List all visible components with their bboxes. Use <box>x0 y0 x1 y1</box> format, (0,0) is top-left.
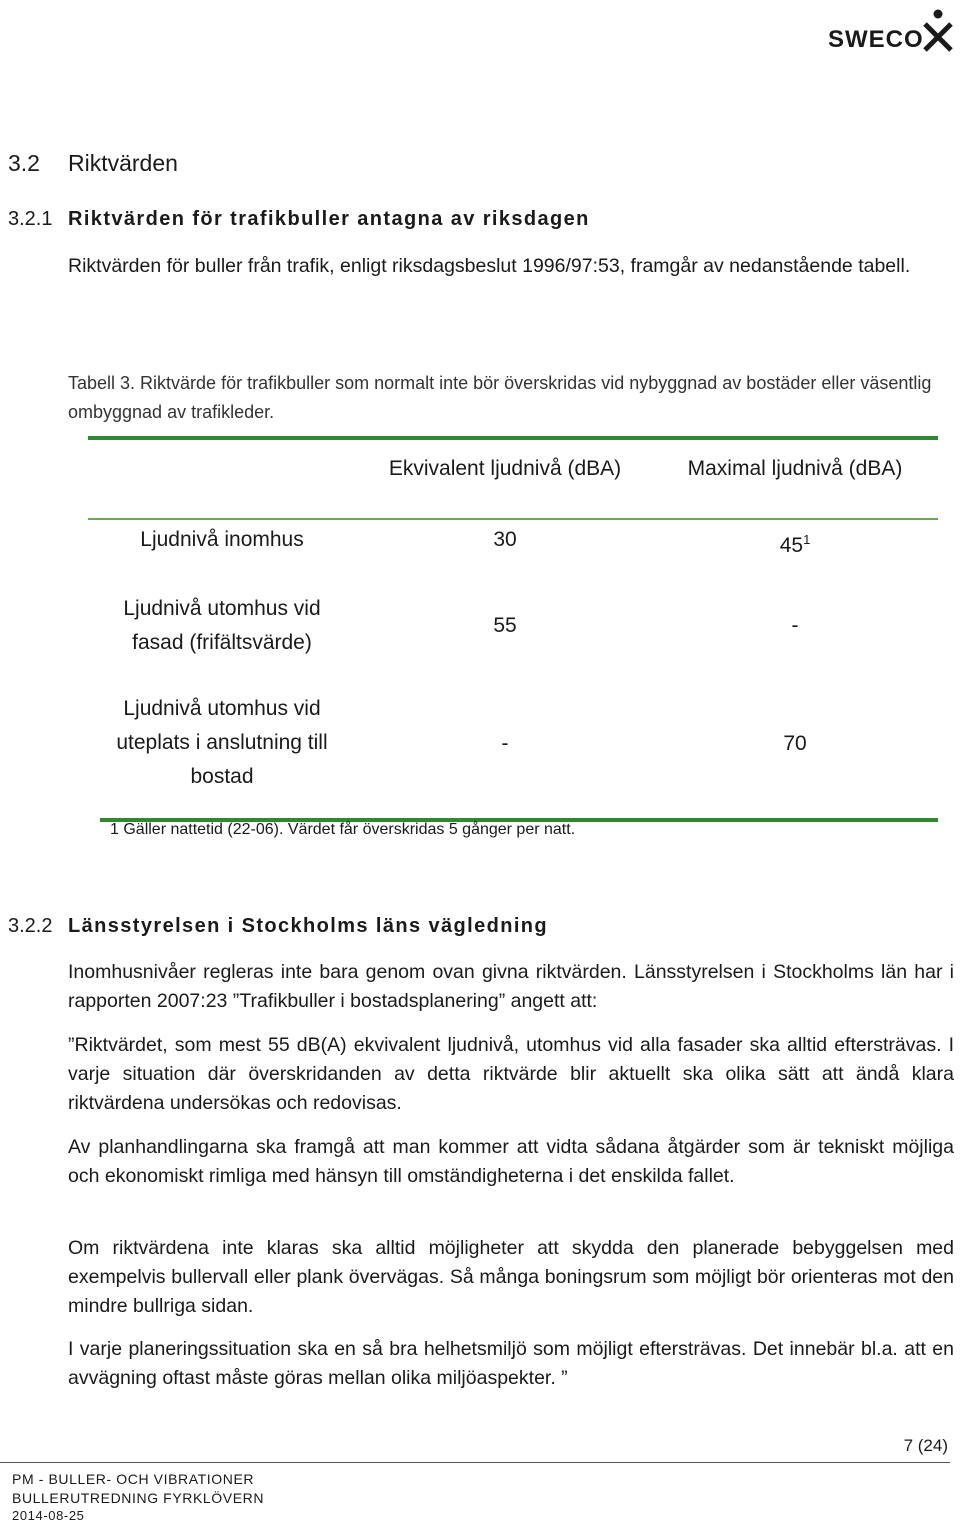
row-label-line: bostad <box>190 765 254 788</box>
subsection-1-text: Riktvärden för buller från trafik, enligt riksdagsbeslut 1996/97:53, framgår av nedanstående tabell. <box>68 255 911 277</box>
row-label-line: Ljudnivå utomhus vid <box>123 697 321 720</box>
cell-maximal: - <box>791 614 799 637</box>
footnote-marker: 1 <box>803 532 811 547</box>
footer-doc-type: PM - BULLER- OCH VIBRATIONER <box>12 1471 255 1487</box>
row-label-line: Ljudnivå inomhus <box>140 528 304 551</box>
subsection-heading-2 <box>8 915 548 938</box>
subsection-heading-1 <box>8 208 590 231</box>
cell-ekvivalent: 55 <box>493 614 517 637</box>
subsection-number-2: 3.2.2 <box>8 915 53 937</box>
section-heading <box>8 150 178 177</box>
quote-paragraph: ”Riktvärdet, som mest 55 dB(A) ekvivalent ljudnivå, utomhus vid alla fasader ska alltid eftersträvas. I varje situation där överskridanden av detta riktvärde blir aktuellt ska olika sätt att ändå klara riktvärdena undersökas och redovisas. <box>68 1034 954 1114</box>
cell-maximal <box>650 523 940 563</box>
table-row-label <box>88 523 356 557</box>
section-title: Riktvärden <box>68 150 178 176</box>
subsection-title-1: Riktvärden för trafikbuller antagna av riksdagen <box>68 208 590 230</box>
table-row-label <box>88 592 356 660</box>
table-footnote: 1 Gäller nattetid (22-06). Värdet får överskridas 5 gånger per natt. <box>110 821 576 838</box>
table-caption: Tabell 3. Riktvärde för trafikbuller som normalt inte bör överskridas vid nybyggnad av bostäder eller väsentlig ombyggnad av trafikleder. <box>68 373 932 422</box>
sweco-logo <box>806 8 956 54</box>
logo-text: SWECO <box>828 26 924 53</box>
paragraph-3: Om riktvärdena inte klaras ska alltid möjligheter att skydda den planerade bebyggelsen med exempelvis bullervall eller plank övervägas. Så många boningsrum som möjligt bör orienteras mot den mindre bullriga sidan. <box>68 1237 954 1317</box>
subsection-number-1: 3.2.1 <box>8 208 53 230</box>
cell-maximal-value: 45 <box>779 534 804 557</box>
table-top-rule <box>88 436 938 440</box>
page-number: 7 (24) <box>903 1436 948 1455</box>
cell-ekvivalent: - <box>501 732 509 755</box>
header-maximal: Maximal ljudnivå (dBA) <box>687 457 903 480</box>
cell-ekvivalent: 30 <box>493 528 517 551</box>
footer-date: 2014-08-25 <box>12 1508 85 1523</box>
footer-rule <box>0 1462 950 1463</box>
table-row-label <box>88 692 356 794</box>
paragraph-1: Inomhusnivåer regleras inte bara genom ovan givna riktvärden. Länsstyrelsen i Stockholms län har i rapporten 2007:23 ”Trafikbuller i bostadsplanering” angett att: <box>68 961 954 1012</box>
footer-project: BULLERUTREDNING FYRKLÖVERN <box>12 1490 265 1506</box>
sweco-mark-icon <box>920 8 956 54</box>
table-header-rule <box>88 518 938 520</box>
subsection-title-2: Länsstyrelsen i Stockholms läns vägledning <box>68 915 549 937</box>
section-number: 3.2 <box>8 150 40 176</box>
row-label-line: Ljudnivå utomhus vid <box>123 597 321 620</box>
paragraph-2: Av planhandlingarna ska framgå att man kommer att vidta sådana åtgärder som är tekniskt möjliga och ekonomiskt rimliga med hänsyn till omständigheterna i det enskilda fallet. <box>68 1136 954 1187</box>
row-label-line: uteplats i anslutning till <box>116 731 328 754</box>
paragraph-4: I varje planeringssituation ska en så bra helhetsmiljö som möjligt eftersträvas. Det innebär bl.a. att en avvägning oftast måste göras mellan olika miljöaspekter. ” <box>68 1338 954 1389</box>
header-ekvivalent: Ekvivalent ljudnivå (dBA) <box>388 457 622 480</box>
cell-maximal: 70 <box>783 732 807 755</box>
row-label-line: fasad (frifältsvärde) <box>132 631 312 654</box>
